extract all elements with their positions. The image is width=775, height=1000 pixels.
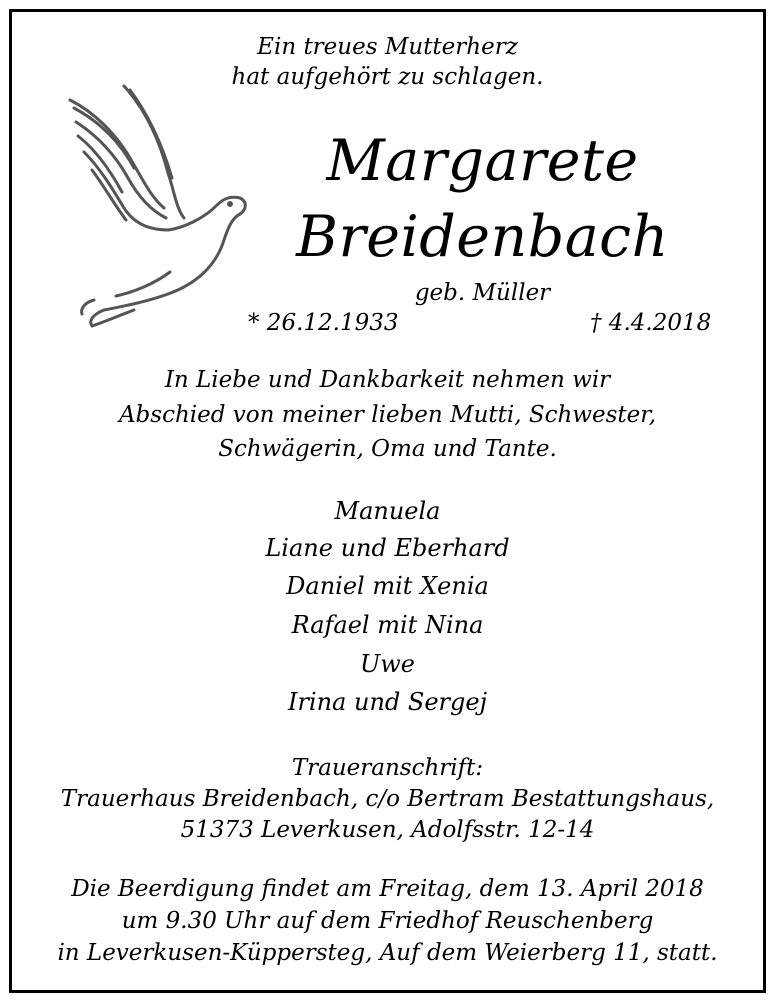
funeral-line-2: um 9.30 Uhr auf dem Friedhof Reuschenberg bbox=[121, 908, 654, 934]
message-line-3: Schwägerin, Oma und Tante. bbox=[218, 436, 557, 462]
funeral-line-1: Die Beerdigung findet am Freitag, dem 13. April 2018 bbox=[71, 876, 704, 902]
address-heading: Traueranschrift: bbox=[291, 755, 484, 781]
address-line-1: Trauerhaus Breidenbach, c/o Bertram Bestattungshaus, bbox=[60, 786, 715, 812]
intro-line-1: Ein treues Mutterherz bbox=[257, 34, 518, 60]
family-member: Manuela bbox=[334, 497, 441, 525]
message-line-1: In Liebe und Dankbarkeit nehmen wir bbox=[164, 367, 611, 393]
death-date: † 4.4.2018 bbox=[590, 310, 712, 336]
funeral-line-3: in Leverkusen-Küppersteg, Auf dem Weierberg 11, statt. bbox=[57, 940, 718, 966]
maiden-name: geb. Müller bbox=[414, 280, 551, 306]
family-member: Uwe bbox=[360, 650, 415, 678]
family-member: Daniel mit Xenia bbox=[286, 572, 489, 600]
address-line-2: 51373 Leverkusen, Adolfsstr. 12-14 bbox=[180, 817, 595, 843]
first-name: Margarete bbox=[326, 128, 639, 194]
family-member: Irina und Sergej bbox=[287, 688, 488, 716]
family-member: Rafael mit Nina bbox=[291, 611, 484, 639]
message-line-2: Abschied von meiner lieben Mutti, Schwester, bbox=[118, 402, 657, 428]
intro-line-2: hat aufgehört zu schlagen. bbox=[231, 64, 544, 90]
last-name: Breidenbach bbox=[296, 204, 669, 270]
birth-date: * 26.12.1933 bbox=[248, 310, 399, 336]
family-member: Liane und Eberhard bbox=[265, 534, 510, 562]
